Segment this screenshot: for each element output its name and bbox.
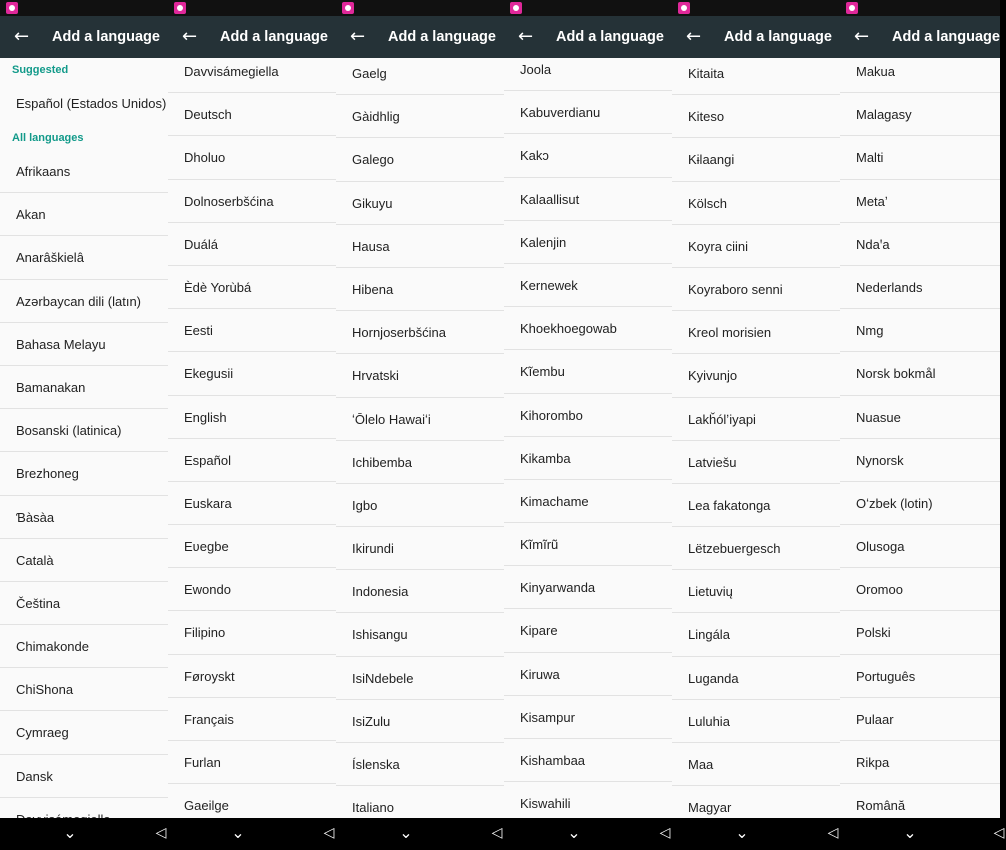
language-list-content <box>336 52 504 829</box>
language-list-item[interactable]: Kalaallisut <box>504 178 672 221</box>
language-list-item[interactable]: Hrvatski <box>336 354 504 397</box>
arrow-back-icon[interactable]: ← <box>686 26 702 47</box>
screen-3 <box>336 0 504 850</box>
triangle-back-icon[interactable]: ◁ <box>323 825 335 841</box>
language-list-item[interactable]: Norsk bokmål <box>840 352 1000 395</box>
language-list-content <box>0 58 168 841</box>
chevron-down-icon[interactable]: ⌄ <box>903 823 917 842</box>
language-list-item[interactable]: Afrikaans <box>0 150 168 193</box>
language-list-item[interactable]: Lakȟólʼiyapi <box>672 398 840 441</box>
navigation-bar <box>672 818 840 850</box>
language-list-item[interactable]: Khoekhoegowab <box>504 307 672 350</box>
language-list-item[interactable]: Føroyskt <box>168 655 336 698</box>
app-notification-icon <box>174 2 186 14</box>
navigation-bar <box>504 818 672 850</box>
language-list-item[interactable]: Kiruwa <box>504 653 672 696</box>
status-bar <box>840 0 1000 16</box>
language-list-item[interactable]: Nynorsk <box>840 439 1000 482</box>
triangle-back-icon[interactable]: ◁ <box>993 825 1005 841</box>
language-list[interactable] <box>0 58 168 818</box>
language-list-item[interactable]: Kimachame <box>504 480 672 523</box>
status-bar <box>504 0 672 16</box>
app-notification-icon <box>6 2 18 14</box>
app-notification-icon <box>510 2 522 14</box>
language-list-item[interactable]: Ndaꞌa <box>840 223 1000 266</box>
language-list-item[interactable]: Hornjoserbšćina <box>336 311 504 354</box>
language-list-item[interactable]: Malagasy <box>840 93 1000 136</box>
arrow-back-icon[interactable]: ← <box>518 26 534 47</box>
triangle-back-icon[interactable]: ◁ <box>827 825 839 841</box>
language-list-item[interactable]: Ikirundi <box>336 527 504 570</box>
navigation-bar <box>336 818 504 850</box>
language-list-item[interactable]: English <box>168 396 336 439</box>
language-list-item[interactable]: Bosanski (latinica) <box>0 409 168 452</box>
chevron-down-icon[interactable]: ⌄ <box>399 823 413 842</box>
language-list[interactable] <box>336 58 504 818</box>
language-list-item[interactable]: Kölsch <box>672 182 840 225</box>
language-list-item[interactable]: Cymraeg <box>0 711 168 754</box>
language-list-item[interactable]: Magyar <box>672 786 840 829</box>
language-list-item[interactable]: Kreol morisien <box>672 311 840 354</box>
language-list-item[interactable]: Nmg <box>840 309 1000 352</box>
language-list-item[interactable]: Brezhoneg <box>0 452 168 495</box>
chevron-down-icon[interactable]: ⌄ <box>63 823 77 842</box>
language-list-item[interactable]: Português <box>840 655 1000 698</box>
app-notification-icon <box>342 2 354 14</box>
language-list-item[interactable]: Ishisangu <box>336 613 504 656</box>
language-list-item[interactable]: Luganda <box>672 657 840 700</box>
language-list-item[interactable]: Español (Estados Unidos) <box>16 96 167 111</box>
language-list-item[interactable]: Lietuvių <box>672 570 840 613</box>
language-list-item[interactable]: Koyraboro senni <box>672 268 840 311</box>
navigation-bar <box>840 818 1005 850</box>
language-list-item[interactable]: Nederlands <box>840 266 1000 309</box>
app-notification-icon <box>678 2 690 14</box>
language-list[interactable] <box>672 58 840 818</box>
arrow-back-icon[interactable]: ← <box>182 26 198 47</box>
navigation-bar <box>0 818 168 850</box>
language-list-item[interactable]: Kihorombo <box>504 394 672 437</box>
arrow-back-icon[interactable]: ← <box>350 26 366 47</box>
language-list-item[interactable]: Bamanakan <box>0 366 168 409</box>
screen-5 <box>672 0 840 850</box>
language-list-item[interactable]: Oromoo <box>840 568 1000 611</box>
language-list-item[interactable]: Dansk <box>0 755 168 798</box>
status-bar <box>672 0 840 16</box>
language-list-item[interactable]: Kipare <box>504 609 672 652</box>
language-list-item[interactable]: Kishambaa <box>504 739 672 782</box>
language-list-item[interactable]: Dholuo <box>168 136 336 179</box>
language-list-item[interactable]: Hibena <box>336 268 504 311</box>
language-list-item[interactable]: Hausa <box>336 225 504 268</box>
language-list-item[interactable]: Gaelg <box>336 52 504 95</box>
page-title: Add a language <box>220 29 328 45</box>
language-list-item[interactable]: Kikamba <box>504 437 672 480</box>
navigation-bar <box>168 818 336 850</box>
page-title: Add a language <box>52 29 160 45</box>
language-list-item[interactable]: Íslenska <box>336 743 504 786</box>
triangle-back-icon[interactable]: ◁ <box>659 825 671 841</box>
screen-2 <box>168 0 336 850</box>
language-list-item[interactable]: Ewondo <box>168 568 336 611</box>
language-list-item[interactable]: Olusoga <box>840 525 1000 568</box>
language-list-item[interactable]: Nuasue <box>840 396 1000 439</box>
language-list-item[interactable]: Lëtzebuergesch <box>672 527 840 570</box>
language-list-item[interactable]: Furlan <box>168 741 336 784</box>
status-bar <box>336 0 504 16</box>
app-bar <box>0 16 168 58</box>
language-list-item[interactable]: Metaʼ <box>840 180 1000 223</box>
language-list-item[interactable]: Malti <box>840 136 1000 179</box>
language-list-item[interactable]: Ichibemba <box>336 441 504 484</box>
language-list-item[interactable]: Gàidhlig <box>336 95 504 138</box>
arrow-back-icon[interactable]: ← <box>14 26 30 47</box>
language-list-item[interactable]: Oʻzbek (lotin) <box>840 482 1000 525</box>
language-list-item[interactable]: Chimakonde <box>0 625 168 668</box>
language-list-item[interactable]: Kitaita <box>672 52 840 95</box>
language-list-item[interactable]: Deutsch <box>168 93 336 136</box>
language-list-item[interactable]: Eesti <box>168 309 336 352</box>
status-bar <box>0 0 168 16</box>
language-list-item[interactable]: Čeština <box>0 582 168 625</box>
language-list-item[interactable]: Polski <box>840 611 1000 654</box>
language-list-item[interactable]: Luluhia <box>672 700 840 743</box>
arrow-back-icon[interactable]: ← <box>854 26 870 47</box>
language-list-item[interactable]: Joola <box>504 48 672 91</box>
language-list[interactable] <box>840 58 1000 818</box>
language-list-item[interactable]: Galego <box>336 138 504 181</box>
language-list-item[interactable]: ʻŌlelo Hawaiʻi <box>336 398 504 441</box>
language-list-item[interactable]: Kernewek <box>504 264 672 307</box>
language-list-item[interactable]: Kĩembu <box>504 350 672 393</box>
language-list-item[interactable]: IsiZulu <box>336 700 504 743</box>
language-list-content <box>840 50 1000 827</box>
page-title: Add a language <box>892 29 1000 45</box>
language-list-item[interactable]: Kiswahili <box>504 782 672 825</box>
language-list-item[interactable]: Kĩmĩrũ <box>504 523 672 566</box>
language-list-item[interactable]: IsiNdebele <box>336 657 504 700</box>
language-list-item[interactable]: Kakɔ <box>504 134 672 177</box>
language-list-item[interactable]: Azərbaycan dili (latın) <box>0 280 168 323</box>
language-list-item[interactable]: Italiano <box>336 786 504 829</box>
language-list-item[interactable]: Igbo <box>336 484 504 527</box>
language-list[interactable] <box>504 58 672 818</box>
language-list-item[interactable]: Lingála <box>672 613 840 656</box>
language-list-item[interactable]: Català <box>0 539 168 582</box>
chevron-down-icon[interactable]: ⌄ <box>735 823 749 842</box>
language-list-item[interactable]: Ekegusii <box>168 352 336 395</box>
chevron-down-icon[interactable]: ⌄ <box>231 823 245 842</box>
language-list-item[interactable]: Español <box>168 439 336 482</box>
status-bar <box>168 0 336 16</box>
language-list-item[interactable]: Euskara <box>168 482 336 525</box>
language-list-item[interactable]: Français <box>168 698 336 741</box>
language-list-item[interactable]: Gikuyu <box>336 182 504 225</box>
language-list-item[interactable]: Eʋegbe <box>168 525 336 568</box>
section-header: All languages <box>12 132 84 144</box>
language-list-item[interactable]: Indonesia <box>336 570 504 613</box>
language-list-item[interactable]: Rikpa <box>840 741 1000 784</box>
language-list-item[interactable]: Kalenjin <box>504 221 672 264</box>
screen-6 <box>840 0 1005 850</box>
language-list-item[interactable]: Filipino <box>168 611 336 654</box>
triangle-back-icon[interactable]: ◁ <box>155 825 167 841</box>
page-title: Add a language <box>388 29 496 45</box>
language-list-item[interactable]: Duálá <box>168 223 336 266</box>
page-title: Add a language <box>556 29 664 45</box>
language-list-item[interactable]: Gaeilge <box>168 784 336 827</box>
language-list-item[interactable]: Kinyarwanda <box>504 566 672 609</box>
language-list-item[interactable]: Kiteso <box>672 95 840 138</box>
page-title: Add a language <box>724 29 832 45</box>
language-list-item[interactable]: Kɨlaangi <box>672 138 840 181</box>
app-notification-icon <box>846 2 858 14</box>
screen-4 <box>504 0 672 850</box>
language-list-item[interactable]: Lea fakatonga <box>672 484 840 527</box>
chevron-down-icon[interactable]: ⌄ <box>567 823 581 842</box>
language-list-item[interactable]: Koyra ciini <box>672 225 840 268</box>
language-list-item[interactable]: Makua <box>840 50 1000 93</box>
section-header: Suggested <box>12 64 69 76</box>
language-list-item[interactable]: Latviešu <box>672 441 840 484</box>
language-list[interactable] <box>168 58 336 818</box>
language-list-content <box>504 48 672 825</box>
language-list-item[interactable]: Kabuverdianu <box>504 91 672 134</box>
language-list-item[interactable]: Ɓàsàa <box>0 496 168 539</box>
language-list-item[interactable]: Pulaar <box>840 698 1000 741</box>
language-list-item[interactable]: Èdè Yorùbá <box>168 266 336 309</box>
screen-1 <box>0 0 168 850</box>
language-list-content <box>672 52 840 829</box>
language-list-item[interactable]: Kisampur <box>504 696 672 739</box>
language-list-item[interactable]: ChiShona <box>0 668 168 711</box>
language-list-item[interactable]: Dolnoserbšćina <box>168 180 336 223</box>
language-list-content <box>168 50 336 827</box>
language-list-item[interactable]: Bahasa Melayu <box>0 323 168 366</box>
triangle-back-icon[interactable]: ◁ <box>491 825 503 841</box>
language-list-item[interactable]: Anarâškielâ <box>0 236 168 279</box>
language-list-item[interactable]: Maa <box>672 743 840 786</box>
language-list-item[interactable]: Akan <box>0 193 168 236</box>
language-list-item[interactable]: Română <box>840 784 1000 827</box>
language-list-item[interactable]: Kyivunjo <box>672 354 840 397</box>
language-list-item[interactable]: Davvisámegiella <box>168 50 336 93</box>
